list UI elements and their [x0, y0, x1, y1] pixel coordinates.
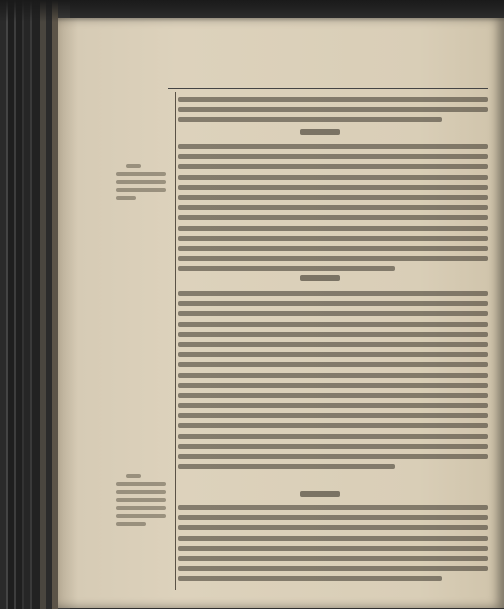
- text-line: [178, 566, 488, 571]
- margin-rule: [175, 92, 176, 590]
- text-line: [178, 454, 488, 459]
- text-line: [178, 301, 488, 306]
- text-line: [178, 322, 488, 327]
- text-line: [178, 185, 488, 190]
- text-line: [178, 373, 488, 378]
- text-line: [178, 117, 442, 122]
- text-line: [178, 205, 488, 210]
- text-line: [178, 403, 488, 408]
- section-number: [300, 275, 340, 281]
- text-line: [178, 464, 395, 469]
- text-block-3: [178, 286, 488, 474]
- margin-note: [116, 470, 166, 530]
- text-line: [178, 164, 488, 169]
- text-line: [178, 515, 488, 520]
- text-line: [178, 362, 488, 367]
- text-line: [178, 423, 488, 428]
- section-number: [300, 491, 340, 497]
- text-line: [178, 175, 488, 180]
- text-line: [178, 556, 488, 561]
- running-header: [168, 72, 488, 86]
- text-line: [178, 505, 488, 510]
- text-line: [178, 342, 488, 347]
- text-line: [178, 291, 488, 296]
- text-block-1: [178, 92, 488, 128]
- text-line: [178, 352, 488, 357]
- text-line: [178, 144, 488, 149]
- text-block-4: [178, 500, 488, 587]
- text-line: [178, 215, 488, 220]
- text-line: [178, 246, 488, 251]
- text-line: [178, 266, 395, 271]
- text-line: [178, 256, 488, 261]
- text-line: [178, 434, 488, 439]
- text-block-2: [178, 139, 488, 276]
- text-line: [178, 546, 488, 551]
- text-line: [178, 236, 488, 241]
- text-line: [178, 195, 488, 200]
- text-line: [178, 393, 488, 398]
- text-line: [178, 154, 488, 159]
- text-line: [178, 226, 488, 231]
- text-line: [178, 332, 488, 337]
- section-number: [300, 129, 340, 135]
- text-line: [178, 413, 488, 418]
- text-line: [178, 311, 488, 316]
- text-line: [178, 444, 488, 449]
- margin-note: [116, 160, 166, 204]
- header-rule: [168, 88, 488, 89]
- text-line: [178, 97, 488, 102]
- text-line: [178, 536, 488, 541]
- text-line: [178, 107, 488, 112]
- text-line: [178, 383, 488, 388]
- text-line: [178, 525, 488, 530]
- text-line: [178, 576, 442, 581]
- top-shadow: [0, 0, 504, 22]
